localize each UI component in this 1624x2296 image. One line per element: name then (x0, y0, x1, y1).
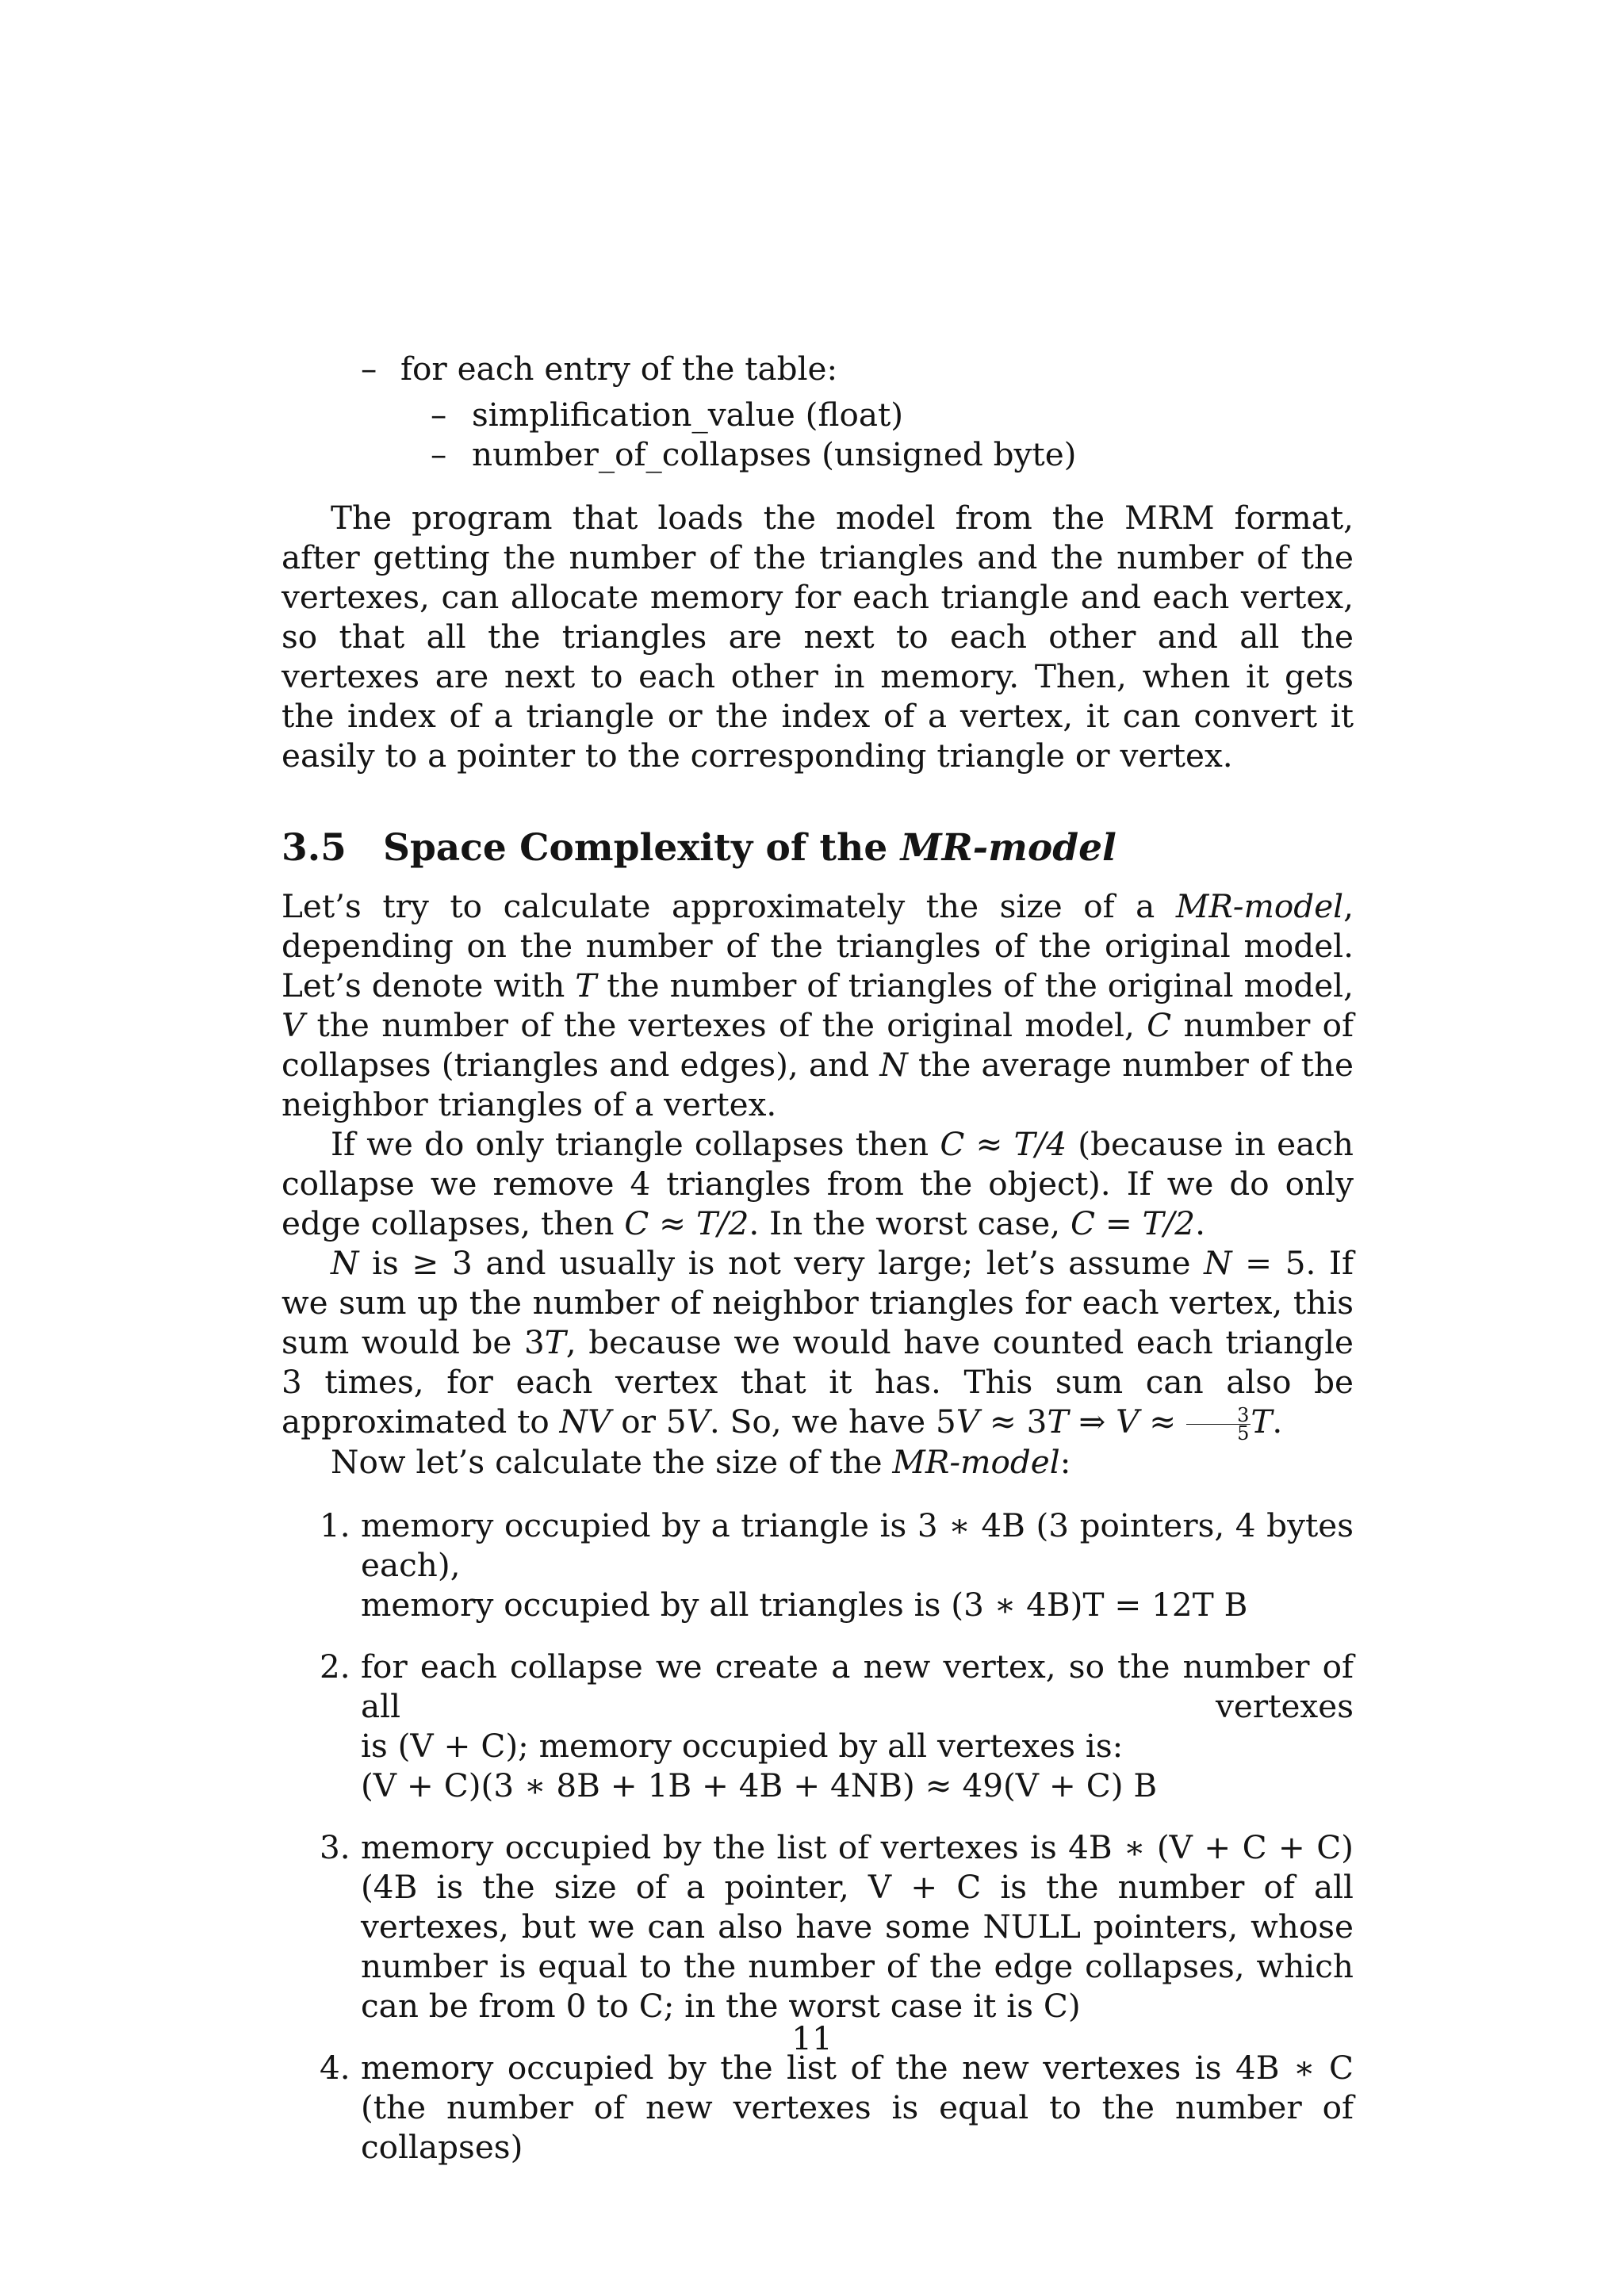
list-item: 3. memory occupied by the list of vertexes is 4B ∗ (V + C + C) (4B is the size of a pointer, V + C is the number of all vertexes, but we can also have some NULL pointers, whose number is equal to the number of the edge collapses, which can be from 0 to C; in the worst case it is C) (320, 1828, 1354, 2025)
section-title: Space Complexity of the MR-model (383, 826, 1116, 870)
list-item-line: memory occupied by all triangles is (3 ∗ 4B)T = 12T B (361, 1586, 1248, 1624)
list-item: 2. for each collapse we create a new vertex, so the number of all vertexes is (V + C); memory occupied by all vertexes is: (V + C)(3 ∗ 8B + 1B + 4B + 4NB) ≈ 49(V + C) B (320, 1647, 1354, 1804)
list-item-line: memory occupied by a triangle is 3 ∗ 4B (3 pointers, 4 bytes each), (361, 1506, 1354, 1584)
dash-bullet: – (431, 396, 447, 434)
sub-list-item (282, 434, 1354, 474)
paragraph-calc-intro: Now let’s calculate the size of the MR-model: (331, 1443, 1071, 1481)
page-number: 11 (791, 2019, 833, 2057)
paragraph-neighbors: N is ≥ 3 and usually is not very large; let’s assume N = 5. If we sum up the number of neighbor triangles for each vertex, this sum would be 3T, because we would have counted each triangle 3 times, for each vertex that it has. This sum can also be approximated to NV or 5V. So, we have 5V ≈ 3T ⇒ V ≈ $\frac{3}{5}$ T. (282, 1244, 1354, 1445)
dash-bullet: – (361, 350, 377, 388)
list-item-line: is (V + C); memory occupied by all vertexes is: (361, 1727, 1124, 1765)
section-heading (282, 825, 1354, 872)
paragraph-intro: Let’s try to calculate approximately the size of a MR-model, depending on the number of the triangles of the original model. Let’s denote with T the number of triangles of the original model, V the number of the vertexes of the original model, C number of collapses (triangles and edges), and N the average number of the neighbor triangles of a vertex. (282, 887, 1354, 1123)
page-body (282, 349, 1354, 2189)
sub-list-item-text: number_of_collapses (unsigned byte) (472, 435, 1077, 473)
list-item-text: memory occupied by the list of vertexes is 4B ∗ (V + C + C) (4B is the size of a pointer, V + C is the number of all vertexes, but we can also have some NULL pointers, whose number is equal to the number of the edge collapses, which can be from 0 to C; in the worst case it is C) (361, 1828, 1354, 2025)
list-item-text: for each entry of the table: (400, 350, 838, 388)
dash-bullet: – (431, 435, 447, 473)
sub-list-item (282, 395, 1354, 434)
list-item (282, 349, 1354, 388)
enumerated-list (282, 1506, 1354, 2167)
fraction: $\frac{3}{5}$ (1186, 1406, 1251, 1442)
section-number: 3.5 (282, 826, 347, 870)
list-item: 1. memory occupied by a triangle is 3 ∗ 4B (3 pointers, 4 bytes each), memory occupied by all triangles is (3 ∗ 4B)T = 12T B (320, 1506, 1354, 1624)
sub-list-item-text: simplification_value (float) (472, 396, 904, 434)
list-item: 4. memory occupied by the list of the new vertexes is 4B ∗ C (the number of new vertexes is equal to the number of collapses) (320, 2049, 1354, 2166)
list-item-line: for each collapse we create a new vertex, so the number of all vertexes (361, 1647, 1354, 1725)
list-item-text: memory occupied by the list of the new vertexes is 4B ∗ C (the number of new vertexes is equal to the number of collapses) (361, 2049, 1354, 2166)
list-item-line: (V + C)(3 ∗ 8B + 1B + 4B + 4NB) ≈ 49(V + C) B (361, 1766, 1158, 1804)
paragraph-collapses: If we do only triangle collapses then C ≈ T/4 (because in each collapse we remove 4 triangles from the object). If we do only edge collapses, then C ≈ T/2. In the worst case, C = T/2. (282, 1125, 1354, 1242)
paragraph-loading: The program that loads the model from the MRM format, after getting the number of the triangles and the number of the vertexes, can allocate memory for each triangle and each vertex, so that all the triangles are next to each other and all the vertexes are next to each other in memory. Then, when it gets the index of a triangle or the index of a vertex, it can convert it easily to a pointer to the corresponding triangle or vertex. (282, 499, 1354, 775)
